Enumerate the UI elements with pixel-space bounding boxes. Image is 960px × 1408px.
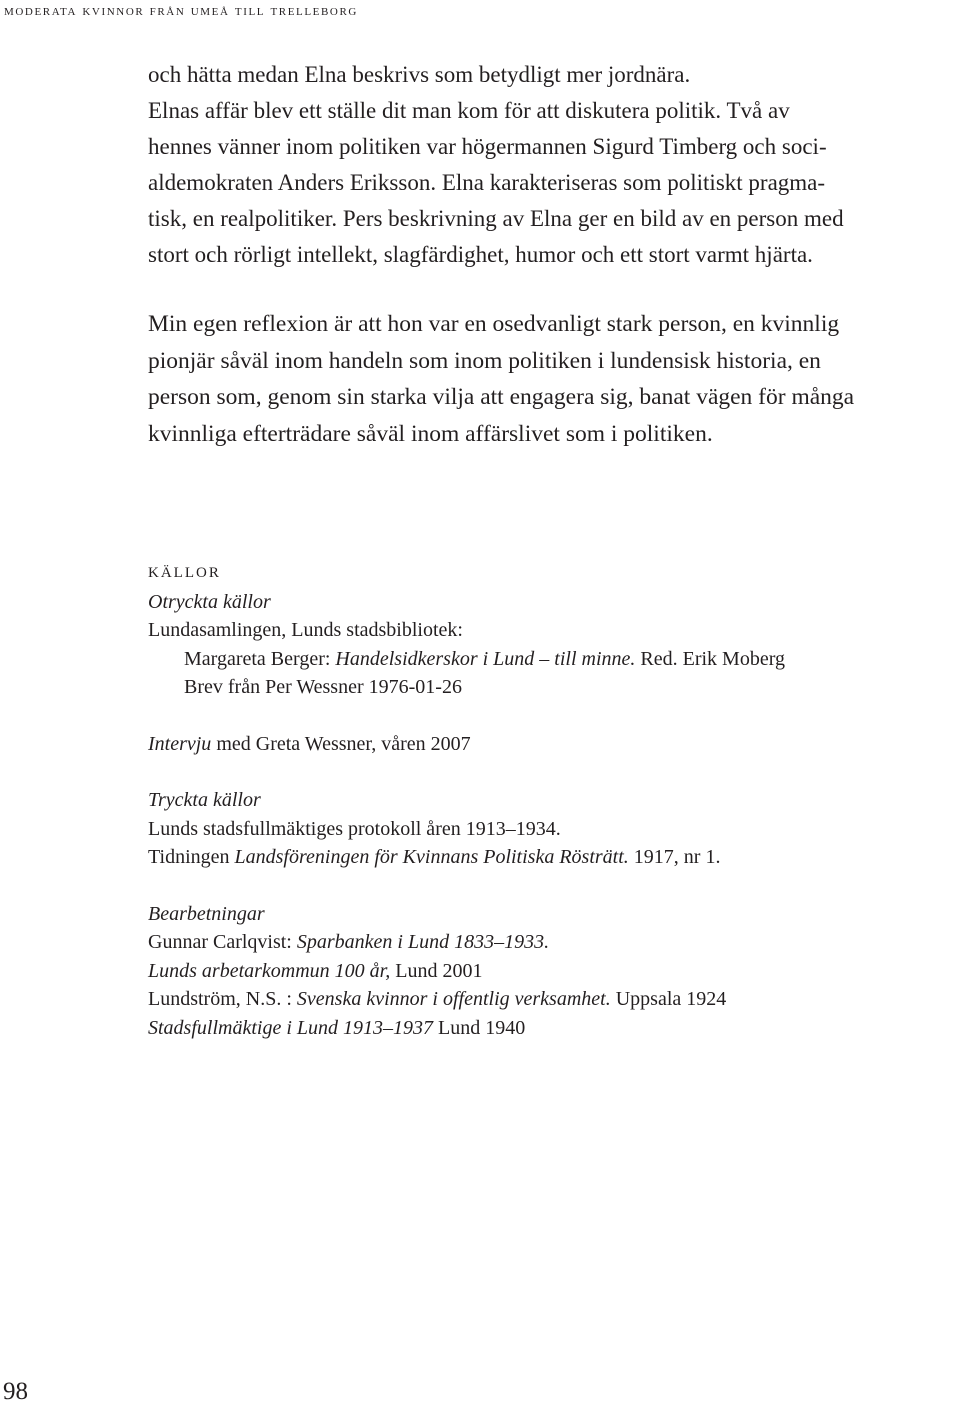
carlqvist-author: Gunnar Carlqvist: (148, 931, 297, 953)
newspaper-prefix: Tidningen (148, 846, 235, 868)
newspaper-issue: 1917, nr 1. (628, 846, 721, 868)
text-line: Min egen reflexion är att hon var en osedvanligt stark person, en kvinnlig (148, 311, 840, 337)
text-line: tisk, en realpolitiker. Pers beskrivning av Elna ger en bild av en person med (148, 206, 844, 231)
arbetarkommun-place: Lund 2001 (390, 959, 483, 982)
text-line: aldemokraten Anders Eriksson. Elna karakteriseras som politiskt pragma- (148, 170, 826, 195)
interview-label: Intervju (148, 732, 212, 755)
paragraph-elna-description (148, 57, 960, 273)
berger-title: Handelsidkerskor i Lund – till minne. (335, 647, 636, 670)
interview-details: med Greta Wessner, våren 2007 (211, 732, 471, 755)
printed-sources-heading: Tryckta källor (148, 789, 261, 811)
text-line: hennes vänner inom politiken var högermannen Sigurd Timberg och soci- (148, 134, 827, 159)
archive-entry: Lundasamlingen, Lunds stadsbibliotek: (148, 619, 463, 641)
carlqvist-entry (148, 928, 948, 957)
protocol-entry: Lunds stadsfullmäktiges protokoll åren 1913–1934. (148, 817, 561, 840)
paragraph-reflection (148, 306, 960, 452)
text-line: Elnas affär blev ett ställe dit man kom för att diskutera politik. Två av (148, 98, 790, 123)
letter-entry: Brev från Per Wessner 1976-01-26 (184, 676, 462, 698)
spacer (148, 702, 948, 730)
lundstrom-entry (148, 985, 948, 1014)
interview-entry (148, 730, 948, 759)
arbetarkommun-title: Lunds arbetarkommun 100 år, (148, 959, 391, 982)
stadsfullmaktige-place: Lund 1940 (433, 1016, 526, 1039)
newspaper-title: Landsföreningen för Kvinnans Politiska Rösträtt. (234, 846, 629, 868)
berger-entry (148, 645, 948, 674)
spacer (148, 758, 948, 786)
berger-author: Margareta Berger: (184, 647, 336, 670)
berger-editor: Red. Erik Moberg (635, 647, 786, 670)
works-heading: Bearbetningar (148, 902, 265, 925)
text-line: kvinnliga efterträdare såväl inom affärslivet som i politiken. (148, 420, 713, 447)
lundstrom-place: Uppsala 1924 (610, 988, 727, 1010)
text-line: och hätta medan Elna beskrivs som betydligt mer jordnära. (148, 62, 691, 87)
unprinted-sources-heading: Otryckta källor (148, 590, 271, 613)
running-head: moderata kvinnor från umeå till trelleborg (4, 3, 358, 19)
sources-section (148, 556, 948, 1042)
stadsfullmaktige-entry (148, 1014, 948, 1043)
lundstrom-author: Lundström, N.S. : (148, 988, 297, 1010)
text-line: stort och rörligt intellekt, slagfärdighet, humor och ett stort varmt hjärta. (148, 242, 813, 267)
newspaper-entry (148, 843, 948, 872)
text-line: person som, genom sin starka vilja att engagera sig, banat vägen för många (148, 384, 855, 410)
carlqvist-title: Sparbanken i Lund 1833–1933. (296, 931, 550, 953)
arbetarkommun-entry (148, 957, 948, 986)
page-number: 98 (3, 1378, 28, 1405)
stadsfullmaktige-title: Stadsfullmäktige i Lund 1913–1937 (148, 1016, 433, 1039)
sources-heading: källor (148, 557, 221, 582)
spacer (148, 872, 948, 900)
text-line: pionjär såväl inom handeln som inom politiken i lundensisk historia, en (148, 347, 821, 374)
lundstrom-title: Svenska kvinnor i offentlig verksamhet. (296, 988, 611, 1010)
